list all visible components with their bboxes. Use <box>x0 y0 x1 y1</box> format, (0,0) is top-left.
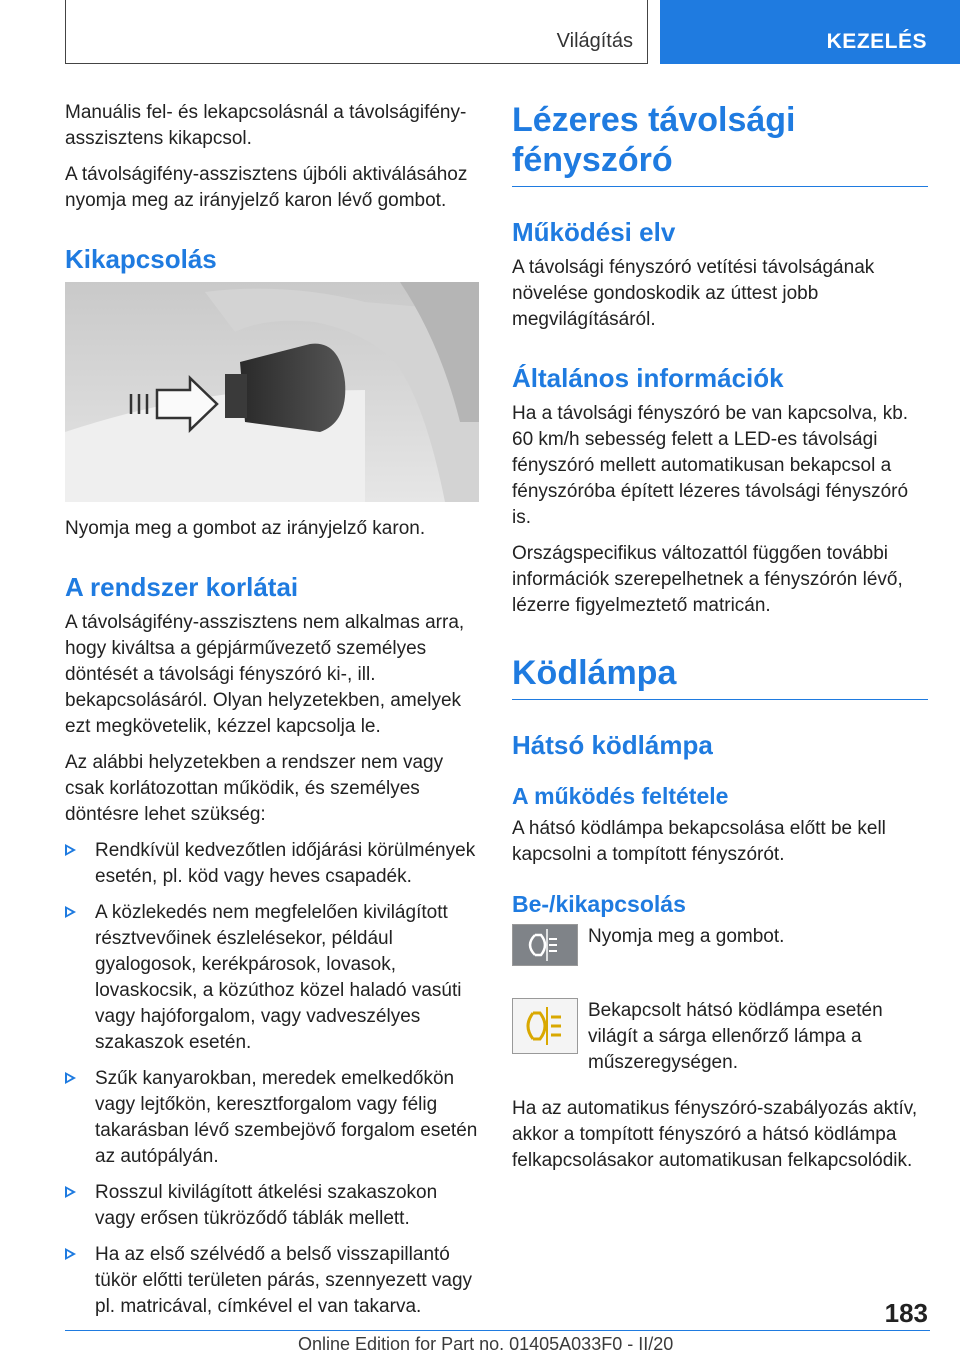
turn-signal-lever-figure <box>65 282 479 502</box>
paragraph: Országspecifikus változattól függően további információk szerepelhetnek a fényszórón lévő, lézerre figyelmeztető matricán. <box>512 543 903 616</box>
triangle-bullet-icon <box>65 1248 76 1260</box>
page-number: 183 <box>884 1298 928 1328</box>
right-column <box>512 100 928 1184</box>
rear-fog-indicator-icon <box>512 998 578 1054</box>
limitations-list <box>65 838 479 1320</box>
fog-indicator-row <box>512 998 928 1082</box>
paragraph: Manuális fel- és lekapcsolásnál a távolságifény-asszisztens kikapcsol. <box>65 102 467 149</box>
footer-divider <box>65 1330 930 1331</box>
paragraph: A távolsági fényszóró vetítési távolságának növelése gondoskodik az úttest jobb megvilágításáról. <box>512 257 875 330</box>
paragraph: Ha az automatikus fényszóró-szabályozás aktív, akkor a tompított fényszóró a hátsó ködlámpa felkapcsolásakor automatikusan felkapcsolódik. <box>512 1098 918 1171</box>
heading-kodlampa: Ködlámpa <box>512 653 928 700</box>
paragraph: A hátsó ködlámpa bekapcsolása előtt be kell kapcsolni a tompított fényszórót. <box>512 818 886 865</box>
list-item: A közlekedés nem megfelelően kivilágított résztvevőinek észlelésekor, például gyalogosok, kerékpárosok, lovasok, lovaskocsik, a közúthoz közel haladó vasúti vagy hajóforgalom, vagy vadveszélyes szakaszok esetén. <box>65 900 479 1056</box>
figure-caption: Nyomja meg a gombot az irányjelző karon. <box>65 518 426 539</box>
paragraph: Ha a távolsági fényszóró be van kapcsolva, kb. 60 km/h sebesség felett a LED-es távolsági fényszóró mellett automatikusan bekapcsol a fényszóróba épített lézeres távolsági fényszóró is. <box>512 403 909 528</box>
header-chapter-label: KEZELÉS <box>826 30 927 53</box>
header-section-title: Világítás <box>556 30 633 52</box>
triangle-bullet-icon <box>65 906 76 918</box>
heading-altalanos-informaciok: Általános információk <box>512 363 784 393</box>
list-item: Ha az első szélvédő a belső visszapillantó tükör előtti területen párás, szennyezett vagy pl. matricával, címkével el van takarva. <box>65 1242 479 1320</box>
paragraph: A távolságifény-asszisztens nem alkalmas arra, hogy kiváltsa a gépjárművezető személyes döntését a távolsági fényszóró ki-, ill. bekapcsolásáról. Olyan helyzetekben, amelyek ezt megkövetelik, kézzel kapcsolja le. <box>65 612 465 737</box>
paragraph: A távolságifény-asszisztens újbóli aktiválásához nyomja meg az irányjelző karon lévő gombot. <box>65 164 468 211</box>
fog-button-row <box>512 924 928 984</box>
header-chapter-tab <box>660 0 960 64</box>
list-item: Rendkívül kedvezőtlen időjárási körülmények esetén, pl. köd vagy heves csapadék. <box>65 838 479 890</box>
heading-rendszer-korlatai: A rendszer korlátai <box>65 572 299 602</box>
list-item: Szűk kanyarokban, meredek emelkedőkön vagy lejtőkön, keresztforgalom vagy félig takarásban lévő szembejövő forgalom esetén az autópályán. <box>65 1066 479 1170</box>
heading-be-kikapcsolas: Be-/kikapcsolás <box>512 891 686 917</box>
paragraph: Nyomja meg a gombot. <box>588 926 785 947</box>
paragraph: Bekapcsolt hátsó ködlámpa esetén világít a sárga ellenőrző lámpa a műszeregységen. <box>588 1000 883 1073</box>
header-section-box <box>65 0 648 64</box>
triangle-bullet-icon <box>65 1072 76 1084</box>
heading-hatso-kodlampa: Hátsó ködlámpa <box>512 730 713 760</box>
paragraph: Az alábbi helyzetekben a rendszer nem vagy csak korlátozottan működik, és személyes döntésre lehet szükség: <box>65 752 444 825</box>
rear-fog-button-icon <box>512 924 578 966</box>
triangle-bullet-icon <box>65 1186 76 1198</box>
footer-edition: Online Edition for Part no. 01405A033F0 - II/20 <box>298 1334 674 1354</box>
heading-mukodesi-elv: Működési elv <box>512 217 676 247</box>
heading-mukodes-feltetele: A működés feltétele <box>512 783 729 809</box>
triangle-bullet-icon <box>65 844 76 856</box>
heading-kikapcsolas: Kikapcsolás <box>65 244 217 274</box>
list-item: Rosszul kivilágított átkelési szakaszokon vagy erősen tükröződő táblák mellett. <box>65 1180 479 1232</box>
left-column <box>65 100 479 1330</box>
heading-lezeres-tavolsagi-fenyszoro: Lézeres távolsági fényszóró <box>512 100 928 187</box>
